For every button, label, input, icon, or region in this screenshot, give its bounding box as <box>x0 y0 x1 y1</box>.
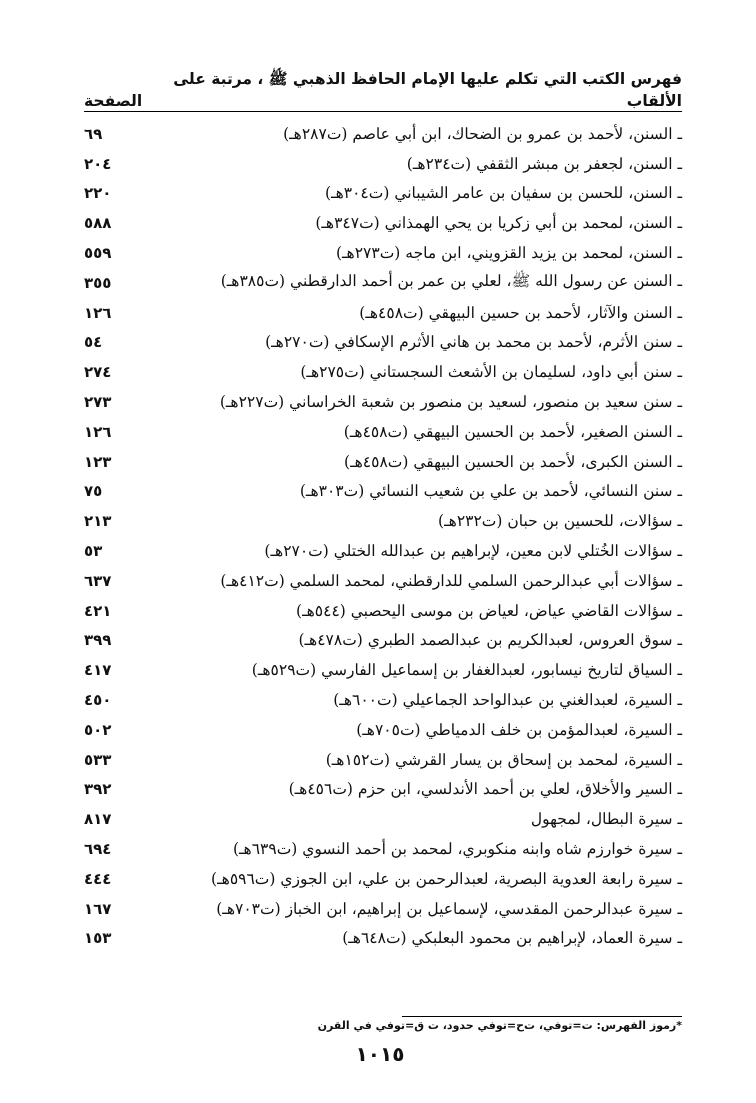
entry-title: ـ سيرة العماد، لإبراهيم بن محمود البعلبكي (ت٦٤٨هـ) <box>342 929 682 948</box>
index-entry <box>84 685 682 715</box>
entry-title: ـ السنن، لجعفر بن مبشر الثقفي (ت٢٣٤هـ) <box>406 154 682 173</box>
entry-title: ـ السنن عن رسول الله ﷺ، لعلي بن عمر بن أحمد الدارقطني (ت٣٨٥هـ) <box>220 272 682 291</box>
index-entry <box>84 208 682 238</box>
index-entry <box>84 447 682 477</box>
entry-title: ـ السنن والآثار، لأحمد بن حسين البيهقي (ت٤٥٨هـ) <box>359 303 682 322</box>
index-entry <box>84 477 682 507</box>
entry-title: ـ سيرة البطال، لمجهول <box>530 810 682 829</box>
index-entry <box>84 924 682 954</box>
index-entry <box>84 536 682 566</box>
entry-page-number: ٤١٧ <box>84 661 112 680</box>
index-entry <box>84 387 682 417</box>
entry-title: ـ سؤالات أبي عبدالرحمن السلمي للدارقطني، لمحمد السلمي (ت٤١٢هـ) <box>220 571 682 590</box>
book-index-list <box>84 119 682 953</box>
entry-page-number: ٦٩٤ <box>84 840 112 859</box>
entry-page-number: ٢٧٣ <box>84 393 112 412</box>
entry-page-number: ٤٥٠ <box>84 691 112 710</box>
index-entry <box>84 179 682 209</box>
entry-title: ـ سيرة عبدالرحمن المقدسي، لإسماعيل بن إبراهيم، ابن الخباز (ت٧٠٣هـ) <box>216 899 682 918</box>
entry-page-number: ٢٢٠ <box>84 184 112 203</box>
entry-page-number: ٥٤ <box>84 333 103 352</box>
index-entry <box>84 775 682 805</box>
entry-page-number: ٤٤٤ <box>84 869 112 888</box>
entry-title: ـ سوق العروس، لعبدالكريم بن عبدالصمد الطبري (ت٤٧٨هـ) <box>298 631 682 650</box>
entry-title: ـ سنن الأثرم، لأحمد بن محمد بن هاني الأثرم الإسكافي (ت٢٧٠هـ) <box>265 333 682 352</box>
index-entry <box>84 268 682 298</box>
entry-page-number: ٤٢١ <box>84 601 112 620</box>
entry-title: ـ سيرة خوارزم شاه وابنه منكوبري، لمحمد بن أحمد النسوي (ت٦٣٩هـ) <box>232 840 682 859</box>
entry-title: ـ سنن النسائي، لأحمد بن علي بن شعيب النسائي (ت٣٠٣هـ) <box>299 482 682 501</box>
index-entry <box>84 328 682 358</box>
footnote-rule <box>402 1016 682 1017</box>
index-entry <box>84 119 682 149</box>
index-entry <box>84 626 682 656</box>
index-entry <box>84 596 682 626</box>
entry-title: ـ السنن الصغير، لأحمد بن الحسين البيهقي (ت٤٥٨هـ) <box>343 422 682 441</box>
index-entry <box>84 566 682 596</box>
entry-title: ـ السنن، لمحمد بن أبي زكريا بن يحي الهمذاني (ت٣٤٧هـ) <box>315 214 682 233</box>
entry-title: ـ سؤالات، للحسين بن حبان (ت٢٣٢هـ) <box>438 512 682 531</box>
entry-page-number: ٢٧٤ <box>84 363 112 382</box>
entry-page-number: ١٦٧ <box>84 899 112 918</box>
entry-page-number: ١٢٣ <box>84 452 112 471</box>
index-entry <box>84 655 682 685</box>
entry-page-number: ٣٩٢ <box>84 780 112 799</box>
index-entry <box>84 894 682 924</box>
header-title: فهرس الكتب التي تكلم عليها الإمام الحافظ الذهبي ﷺ ، مرتبة على الألقاب <box>173 70 682 110</box>
entry-title: ـ سؤالات الخُتلي لابن معين، لإبراهيم بن عبدالله الختلي (ت٢٧٠هـ) <box>264 542 682 561</box>
index-entry <box>84 238 682 268</box>
entry-page-number: ٥٠٢ <box>84 720 112 739</box>
entry-title: ـ سنن أبي داود، لسليمان بن الأشعث السجستاني (ت٢٧٥هـ) <box>300 363 682 382</box>
entry-page-number: ٢٠٤ <box>84 154 112 173</box>
entry-page-number: ٥٥٩ <box>84 244 112 263</box>
index-entry <box>84 864 682 894</box>
entry-title: ـ سؤالات القاضي عياض، لعياض بن موسى اليحصبي (٥٤٤هـ) <box>296 601 682 620</box>
entry-page-number: ٣٥٥ <box>84 273 112 292</box>
entry-page-number: ١٢٦ <box>84 303 112 322</box>
entry-title: ـ سيرة رابعة العدوية البصرية، لعبدالرحمن بن علي، ابن الجوزي (ت٥٩٦هـ) <box>211 869 682 888</box>
entry-title: ـ السياق لتاريخ نيسابور، لعبدالغفار بن إسماعيل الفارسي (ت٥٢٩هـ) <box>251 661 682 680</box>
entry-page-number: ٨١٧ <box>84 810 112 829</box>
entry-page-number: ٢١٣ <box>84 512 112 531</box>
index-entry <box>84 298 682 328</box>
index-entry <box>84 357 682 387</box>
entry-page-number: ٦٩ <box>84 124 103 143</box>
entry-title: ـ سنن سعيد بن منصور، لسعيد بن منصور بن شعبة الخراساني (ت٢٢٧هـ) <box>219 393 682 412</box>
page-header <box>84 70 682 110</box>
entry-title: ـ السير والأخلاق، لعلي بن أحمد الأندلسي، ابن حزم (ت٤٥٦هـ) <box>288 780 682 799</box>
entry-title: ـ السنن، للحسن بن سفيان بن عامر الشيباني (ت٣٠٤هـ) <box>325 184 682 203</box>
entry-page-number: ٥٣ <box>84 542 103 561</box>
index-entry <box>84 417 682 447</box>
entry-page-number: ٣٩٩ <box>84 631 112 650</box>
page-column-heading: الصفحة <box>84 92 143 110</box>
entry-page-number: ٥٨٨ <box>84 214 112 233</box>
index-entry <box>84 834 682 864</box>
entry-title: ـ السنن، لمحمد بن يزيد القزويني، ابن ماجه (ت٢٧٣هـ) <box>335 244 682 263</box>
page-number: ١٠١٥ <box>355 1042 405 1066</box>
index-entry <box>84 149 682 179</box>
entry-page-number: ١٥٣ <box>84 929 112 948</box>
index-entry <box>84 506 682 536</box>
entry-title: ـ السنن، لأحمد بن عمرو بن الضحاك، ابن أبي عاصم (ت٢٨٧هـ) <box>283 124 682 143</box>
entry-title: ـ السيرة، لمحمد بن إسحاق بن يسار القرشي (ت١٥٢هـ) <box>325 750 682 769</box>
footnote: *رموز الفهرس: ت=توفي، ت‌ح=توفي حدود، ت ق=توفي في القرن <box>317 1019 682 1032</box>
entry-title: ـ السيرة، لعبدالمؤمن بن خلف الدمياطي (ت٧٠٥هـ) <box>356 720 682 739</box>
entry-title: ـ السيرة، لعبدالغني بن عبدالواحد الجماعيلي (ت٦٠٠هـ) <box>333 691 682 710</box>
entry-page-number: ٧٥ <box>84 482 103 501</box>
header-rule <box>84 111 682 112</box>
index-entry <box>84 715 682 745</box>
entry-page-number: ١٢٦ <box>84 422 112 441</box>
index-entry <box>84 745 682 775</box>
index-entry <box>84 804 682 834</box>
entry-title: ـ السنن الكبرى، لأحمد بن الحسين البيهقي (ت٤٥٨هـ) <box>344 452 682 471</box>
entry-page-number: ٦٣٧ <box>84 571 112 590</box>
entry-page-number: ٥٣٣ <box>84 750 112 769</box>
